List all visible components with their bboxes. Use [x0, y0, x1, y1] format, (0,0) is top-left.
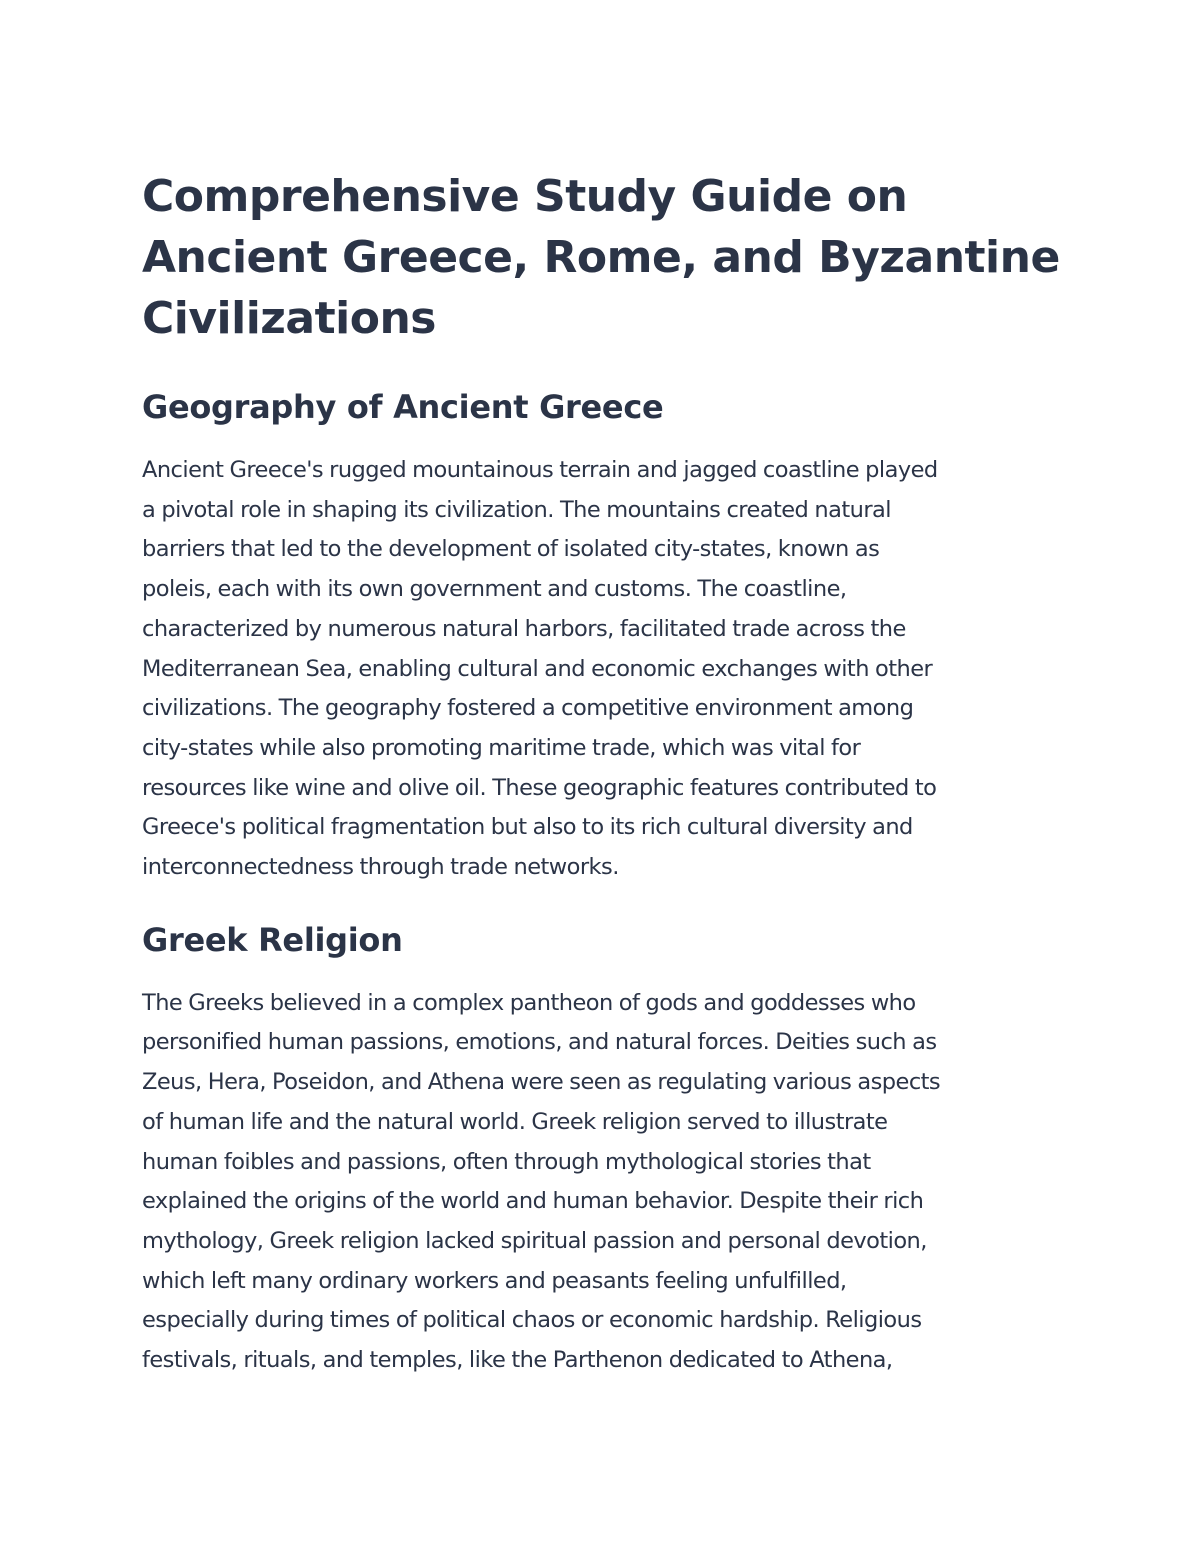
- title-line: Comprehensive Study Guide on: [142, 171, 908, 222]
- title-line: Ancient Greece, Rome, and Byzantine: [142, 232, 1060, 283]
- paragraph-line: The Greeks believed in a complex pantheon of gods and goddesses who: [142, 989, 916, 1016]
- paragraph-line: characterized by numerous natural harbors, facilitated trade across the: [142, 615, 906, 642]
- paragraph-line: Greece's political fragmentation but also to its rich cultural diversity and: [142, 814, 913, 841]
- paragraph-line: personified human passions, emotions, and natural forces. Deities such as: [142, 1029, 937, 1056]
- paragraph-line: Ancient Greece's rugged mountainous terrain and jagged coastline played: [142, 457, 938, 483]
- paragraph-line: explained the origins of the world and human behavior. Despite their rich: [142, 1188, 924, 1215]
- paragraph-line: human foibles and passions, often through mythological stories that: [142, 1148, 871, 1175]
- paragraph-line: interconnectedness through trade networks.: [142, 854, 619, 881]
- paragraph-line: resources like wine and olive oil. These geographic features contributed to: [142, 774, 937, 801]
- paragraph-line: barriers that led to the development of isolated city-states, known as: [142, 536, 880, 563]
- paragraph-line: of human life and the natural world. Greek religion served to illustrate: [142, 1108, 888, 1135]
- paragraph-line: mythology, Greek religion lacked spiritual passion and personal devotion,: [142, 1227, 927, 1254]
- paragraph-line: city-states while also promoting maritime trade, which was vital for: [142, 734, 861, 761]
- document-title: [142, 166, 1072, 349]
- section-paragraph-religion: [142, 984, 1072, 1381]
- section-heading-geography: Geography of Ancient Greece: [142, 388, 664, 426]
- document-page: [142, 166, 1072, 1381]
- title-line: Civilizations: [142, 293, 436, 344]
- paragraph-line: which left many ordinary workers and peasants feeling unfulfilled,: [142, 1267, 847, 1294]
- paragraph-line: festivals, rituals, and temples, like the Parthenon dedicated to Athena,: [142, 1347, 893, 1374]
- paragraph-line: Mediterranean Sea, enabling cultural and economic exchanges with other: [142, 655, 933, 682]
- section-paragraph-geography: [142, 451, 1072, 888]
- section-religion: [142, 918, 1072, 1381]
- paragraph-line: especially during times of political chaos or economic hardship. Religious: [142, 1307, 922, 1334]
- paragraph-line: Zeus, Hera, Poseidon, and Athena were seen as regulating various aspects: [142, 1069, 941, 1096]
- paragraph-line: a pivotal role in shaping its civilization. The mountains created natural: [142, 496, 891, 523]
- paragraph-line: poleis, each with its own government and customs. The coastline,: [142, 576, 847, 603]
- section-heading-religion: Greek Religion: [142, 920, 403, 959]
- paragraph-line: civilizations. The geography fostered a competitive environment among: [142, 695, 914, 722]
- section-geography: [142, 385, 1072, 888]
